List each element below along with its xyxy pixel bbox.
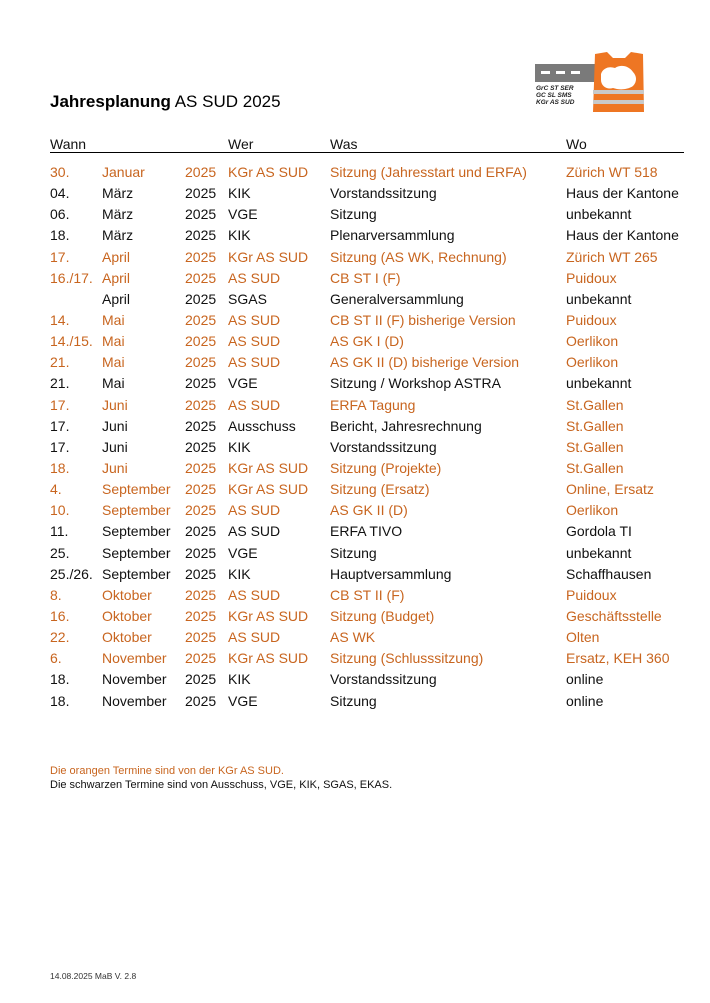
row-wo: St.Gallen: [566, 417, 624, 434]
row-wer: AS SUD: [228, 333, 281, 350]
row-date: 04.: [50, 185, 70, 202]
row-was: Hauptversammlung: [330, 565, 452, 582]
row-month: Oktober: [102, 586, 152, 603]
row-wo: Schaffhausen: [566, 565, 652, 582]
table-row: [50, 310, 690, 331]
row-was: Sitzung (Schlusssitzung): [330, 650, 484, 667]
table-row: [50, 627, 690, 648]
row-was: AS GK II (D) bisherige Version: [330, 354, 520, 371]
row-was: Sitzung: [330, 544, 377, 561]
row-wer: AS SUD: [228, 269, 281, 286]
row-month: September: [102, 544, 171, 561]
row-wo: Ersatz, KEH 360: [566, 650, 670, 667]
row-wer: AS SUD: [228, 502, 281, 519]
row-year: 2025: [185, 248, 217, 265]
table-row: [50, 669, 690, 690]
row-wer: AS SUD: [228, 629, 281, 646]
row-wo: online: [566, 671, 604, 688]
row-was: CB ST II (F): [330, 586, 405, 603]
row-was: Sitzung (AS WK, Rechnung): [330, 248, 507, 265]
row-date: 16./17.: [50, 269, 93, 286]
row-month: Mai: [102, 375, 125, 392]
note-orange: Die orangen Termine sind von der KGr AS SUD.: [50, 765, 284, 777]
row-month: Mai: [102, 333, 125, 350]
table-row: [50, 416, 690, 437]
note-black: Die schwarzen Termine sind von Ausschuss, VGE, KIK, SGAS, EKAS.: [50, 779, 393, 791]
row-wo: unbekannt: [566, 375, 632, 392]
logo-line-1: GrC ST SER: [536, 85, 574, 92]
row-year: 2025: [185, 396, 217, 413]
table-row: [50, 352, 690, 373]
row-year: 2025: [185, 607, 217, 624]
header-wo: Wo: [566, 136, 587, 152]
row-wo: Puidoux: [566, 311, 617, 328]
row-wer: KGr AS SUD: [228, 248, 309, 265]
row-wo: St.Gallen: [566, 396, 624, 413]
row-was: Plenarversammlung: [330, 227, 455, 244]
row-date: 8.: [50, 586, 62, 603]
row-date: 06.: [50, 206, 70, 223]
row-was: Sitzung (Jahresstart und ERFA): [330, 164, 527, 180]
row-wer: SGAS: [228, 290, 267, 307]
logo-line-2: GC SL SMS: [536, 92, 572, 99]
row-wo: Oerlikon: [566, 502, 619, 519]
row-year: 2025: [185, 523, 217, 540]
table-row: [50, 691, 690, 712]
row-wo: Puidoux: [566, 269, 617, 286]
row-wer: KGr AS SUD: [228, 481, 309, 498]
table-row: [50, 543, 690, 564]
row-year: 2025: [185, 692, 217, 709]
table-row: [50, 479, 690, 500]
row-wer: VGE: [228, 375, 258, 392]
row-wer: AS SUD: [228, 354, 281, 371]
schedule-table: [50, 162, 690, 712]
row-month: November: [102, 671, 167, 688]
row-year: 2025: [185, 417, 217, 434]
row-date: 11.: [50, 523, 69, 540]
header-wann: Wann: [50, 136, 87, 152]
row-date: 6.: [50, 650, 62, 667]
row-date: 10.: [50, 502, 70, 519]
row-year: 2025: [185, 438, 217, 455]
logo-line-3: KGr AS SUD: [536, 99, 575, 106]
row-was: Generalversammlung: [330, 290, 464, 307]
row-date: 21.: [50, 375, 70, 392]
row-month: März: [102, 206, 134, 223]
row-year: 2025: [185, 269, 217, 286]
row-was: AS WK: [330, 629, 376, 646]
row-date: 14./15.: [50, 333, 93, 350]
row-wer: VGE: [228, 692, 258, 709]
row-wer: KGr AS SUD: [228, 459, 309, 476]
row-wo: Zürich WT 265: [566, 248, 658, 265]
row-month: September: [102, 502, 171, 519]
row-was: Sitzung (Ersatz): [330, 481, 430, 498]
row-wo: unbekannt: [566, 290, 632, 307]
row-wo: Oerlikon: [566, 333, 619, 350]
row-was: AS GK II (D): [330, 502, 408, 519]
row-wer: KIK: [228, 227, 251, 244]
row-wer: AS SUD: [228, 586, 281, 603]
row-wer: KGr AS SUD: [228, 650, 309, 667]
row-wo: St.Gallen: [566, 438, 624, 455]
row-month: April: [102, 248, 131, 265]
table-row: [50, 458, 690, 479]
row-year: 2025: [185, 565, 217, 582]
row-date: 30.: [50, 164, 70, 180]
page-title: [50, 92, 281, 112]
row-wer: KGr AS SUD: [228, 164, 309, 180]
row-year: 2025: [185, 502, 217, 519]
row-wer: KIK: [228, 438, 251, 455]
row-date: 18.: [50, 692, 70, 709]
row-wo: Olten: [566, 629, 600, 646]
row-year: 2025: [185, 650, 217, 667]
row-wer: Ausschuss: [228, 417, 296, 434]
row-date: 17.: [50, 417, 70, 434]
row-wer: AS SUD: [228, 396, 281, 413]
row-month: Juni: [102, 417, 128, 434]
row-was: Sitzung / Workshop ASTRA: [330, 375, 501, 392]
row-month: Oktober: [102, 629, 152, 646]
table-row: [50, 585, 690, 606]
row-month: Januar: [102, 164, 145, 180]
row-was: ERFA TIVO: [330, 523, 403, 540]
row-date: 16.: [50, 607, 70, 624]
table-row: [50, 564, 690, 585]
row-year: 2025: [185, 164, 217, 180]
row-month: März: [102, 227, 134, 244]
row-year: 2025: [185, 185, 217, 202]
table-row: [50, 521, 690, 542]
row-wo: Oerlikon: [566, 354, 619, 371]
row-year: 2025: [185, 481, 217, 498]
row-wo: online: [566, 692, 604, 709]
table-row: [50, 289, 690, 310]
row-month: Juni: [102, 459, 128, 476]
row-wo: Online, Ersatz: [566, 481, 654, 498]
row-date: 17.: [50, 248, 70, 265]
row-date: 25./26.: [50, 565, 93, 582]
table-row: [50, 183, 690, 204]
row-date: 18.: [50, 671, 70, 688]
row-wer: KIK: [228, 565, 251, 582]
table-row: [50, 606, 690, 627]
row-year: 2025: [185, 311, 217, 328]
row-month: Mai: [102, 354, 125, 371]
row-month: Juni: [102, 396, 128, 413]
table-row: [50, 268, 690, 289]
row-wer: KGr AS SUD: [228, 607, 309, 624]
row-month: April: [102, 290, 131, 307]
row-was: Vorstandssitzung: [330, 671, 437, 688]
row-was: Bericht, Jahresrechnung: [330, 417, 482, 434]
row-year: 2025: [185, 586, 217, 603]
row-wo: Haus der Kantone: [566, 227, 679, 244]
header-was: Was: [330, 136, 358, 152]
title-rest: AS SUD 2025: [174, 92, 281, 111]
row-wo: St.Gallen: [566, 459, 624, 476]
row-wer: KIK: [228, 671, 251, 688]
header-wer: Wer: [228, 136, 254, 152]
row-was: AS GK I (D): [330, 333, 404, 350]
row-was: ERFA Tagung: [330, 396, 416, 413]
row-date: 4.: [50, 481, 62, 498]
table-row: [50, 437, 690, 458]
row-wo: Geschäftsstelle: [566, 607, 662, 624]
footer-version: 14.08.2025 MaB V. 2.8: [50, 971, 137, 981]
row-was: Sitzung (Projekte): [330, 459, 442, 476]
row-wo: unbekannt: [566, 206, 632, 223]
row-year: 2025: [185, 354, 217, 371]
table-row: [50, 373, 690, 394]
row-year: 2025: [185, 671, 217, 688]
row-date: 17.: [50, 438, 70, 455]
row-date: 22.: [50, 629, 70, 646]
row-wo: Zürich WT 518: [566, 164, 658, 180]
row-year: 2025: [185, 544, 217, 561]
row-date: 17.: [50, 396, 70, 413]
title-bold: Jahresplanung: [50, 92, 171, 111]
row-wo: Gordola TI: [566, 523, 632, 540]
row-was: CB ST I (F): [330, 269, 401, 286]
table-row: [50, 225, 690, 246]
organization-logo: [533, 50, 645, 114]
row-year: 2025: [185, 206, 217, 223]
row-date: 25.: [50, 544, 70, 561]
table-row: [50, 162, 690, 183]
row-date: 18.: [50, 459, 70, 476]
row-wo: Haus der Kantone: [566, 185, 679, 202]
row-wer: AS SUD: [228, 523, 281, 540]
row-was: Sitzung (Budget): [330, 607, 435, 624]
row-wer: KIK: [228, 185, 251, 202]
row-year: 2025: [185, 629, 217, 646]
row-date: 21.: [50, 354, 70, 371]
row-month: Mai: [102, 311, 125, 328]
row-wo: unbekannt: [566, 544, 632, 561]
table-row: [50, 331, 690, 352]
row-year: 2025: [185, 333, 217, 350]
row-date: 18.: [50, 227, 70, 244]
row-was: Sitzung: [330, 692, 377, 709]
table-row: [50, 247, 690, 268]
row-was: Sitzung: [330, 206, 377, 223]
row-wer: VGE: [228, 206, 258, 223]
row-was: Vorstandssitzung: [330, 438, 437, 455]
table-header: [50, 136, 684, 153]
legend-notes: [50, 764, 392, 792]
row-month: April: [102, 269, 131, 286]
table-row: [50, 395, 690, 416]
row-was: Vorstandssitzung: [330, 185, 437, 202]
row-month: Juni: [102, 438, 128, 455]
row-year: 2025: [185, 290, 217, 307]
row-date: 14.: [50, 311, 70, 328]
table-row: [50, 204, 690, 225]
table-row: [50, 500, 690, 521]
row-was: CB ST II (F) bisherige Version: [330, 311, 516, 328]
row-year: 2025: [185, 375, 217, 392]
row-wo: Puidoux: [566, 586, 617, 603]
row-month: Oktober: [102, 607, 152, 624]
row-month: November: [102, 650, 167, 667]
row-month: September: [102, 523, 171, 540]
row-year: 2025: [185, 227, 217, 244]
row-wer: AS SUD: [228, 311, 281, 328]
row-month: März: [102, 185, 134, 202]
row-month: September: [102, 481, 171, 498]
row-year: 2025: [185, 459, 217, 476]
table-row: [50, 648, 690, 669]
row-month: September: [102, 565, 171, 582]
row-wer: VGE: [228, 544, 258, 561]
row-month: November: [102, 692, 167, 709]
